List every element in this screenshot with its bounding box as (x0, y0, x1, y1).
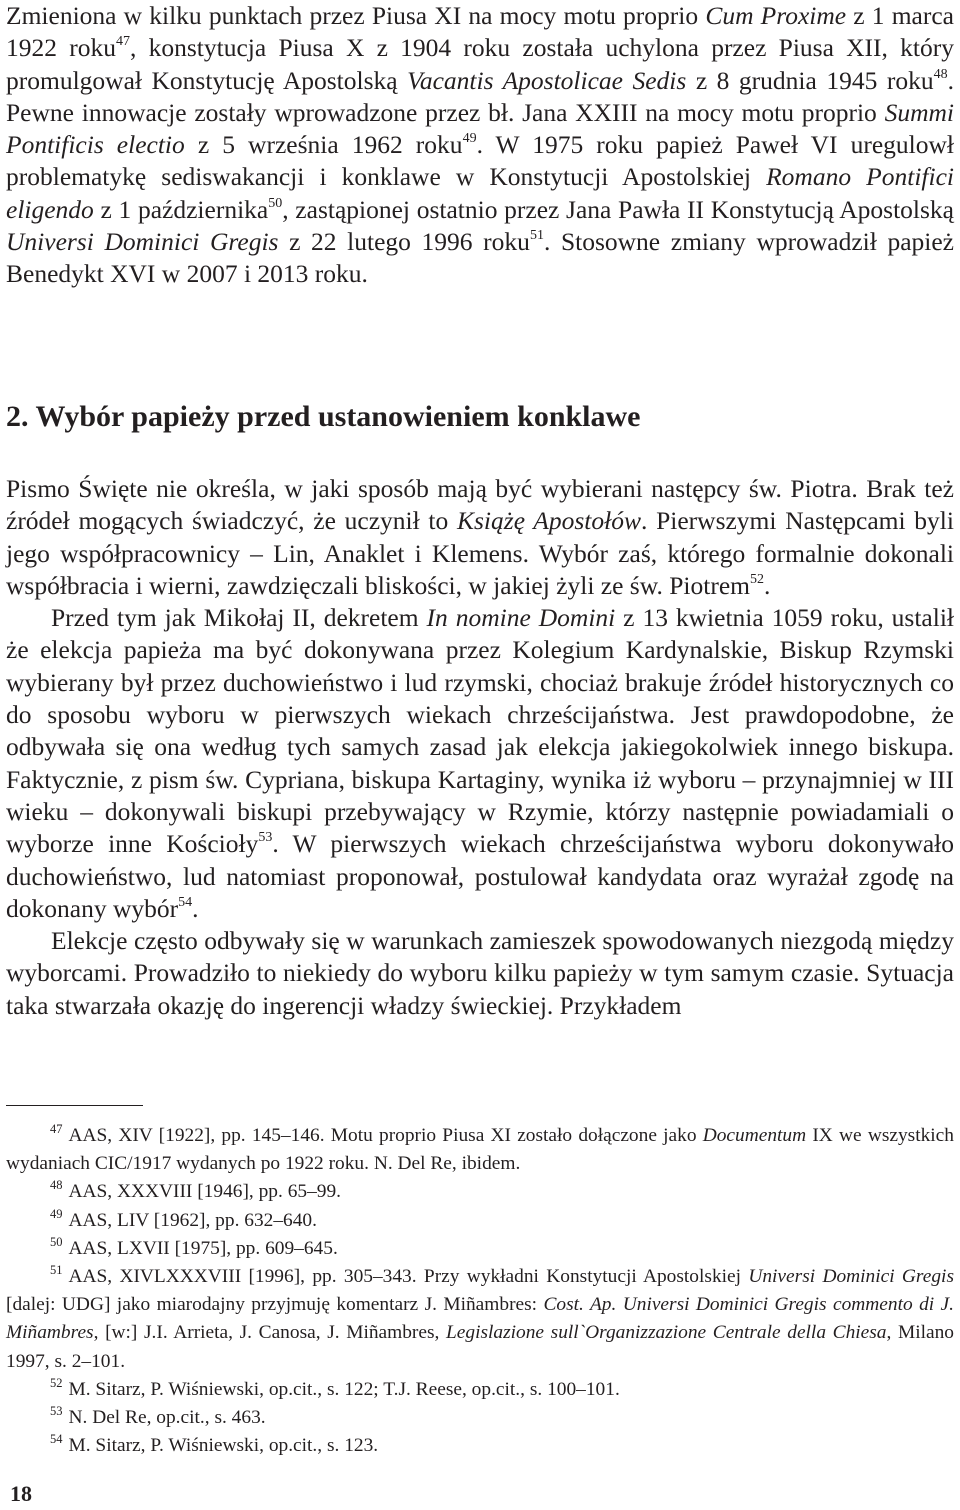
footnote: $^{48}$ AAS, XXXVIII [1946], pp. 65–99. (50, 1178, 342, 1203)
document-page (6, 0, 955, 1506)
footnote: $^{50}$ AAS, LXVII [1975], pp. 609–645. (50, 1234, 338, 1259)
footnote-ref: 47 (116, 34, 130, 50)
italic-title: In nomine Domini (426, 603, 616, 633)
section-body (6, 473, 954, 1022)
footnote-ref: 52 (749, 571, 764, 587)
footnote-ref: 50 (268, 195, 283, 211)
italic-title: Documentum (702, 1125, 807, 1146)
footnote-ref: 53 (258, 830, 273, 846)
italic-title: Vacantis Apostolicae Sedis (407, 65, 687, 95)
italic-title: Romano Pontifici eligendo (6, 162, 955, 224)
paragraph-history: Zmieniona w kilku punktach przez Piusa XI na mocy motu proprio Cum Proxime z 1 marca 1922 roku$^{47}$, konstytucja Piusa X z 1904 roku została uchylona przez Piusa XII, który promulgował Konstytucję Apostolską Vacantis Apostolicae Sedis z 8 grudnia 1945 roku$^{48}$. Pewne innowacje zostały wprowadzone przez bł. Jana XXIII na mocy motu proprio Summi Pontificis electio z 5 września 1962 roku$^{49}$. W 1975 roku papież Paweł VI uregulowł problematykę sediswakancji i konklawe w Konstytucji Apostolskiej Romano Pontifici eligendo z 1 października$^{50}$, zastąpionej ostatnio przez Jana Pawła II Konstytucją Apostolską Universi Dominici Gregis z 22 lutego 1996 roku$^{51}$. Stosowne zmiany wprowadził papież Benedykt XVI w 2007 i 2013 roku. (6, 1, 955, 289)
italic-title: Cum Proxime (705, 1, 847, 30)
footnote-number: 47 (50, 1122, 63, 1136)
italic-title: Summi Pontificis electio (6, 97, 954, 160)
footnote-number: 54 (50, 1432, 63, 1447)
footnote-ref: 51 (529, 228, 544, 244)
footnote-ref: 49 (462, 131, 477, 147)
italic-title: Książę Apostołów (457, 506, 641, 536)
footnote-number: 51 (50, 1263, 63, 1278)
footnote-number: 48 (50, 1178, 63, 1193)
footnote: $^{47}$ AAS, XIV [1922], pp. 145–146. Motu proprio Piusa XI zostało dołączone jako Documentum IX we wszystkich wydaniach CIC/1917 wydanych po 1922 roku. N. Del Re, ibidem. (6, 1122, 954, 1175)
paragraph-elections: Elekcje często odbywały się w warunkach zamieszek spowodowanych niezgodą między wyborcami. Prowadziło to niekiedy do wyboru kilku papieży w tym samym czasie. Sytuacja taka stwarzała okazję do ingerencji władzy świeckiej. Przykładem (6, 926, 954, 1020)
page-number: 18 (10, 1481, 32, 1506)
footnote: $^{54}$ M. Sitarz, P. Wiśniewski, op.cit., s. 123. (50, 1432, 379, 1457)
footnote: $^{51}$ AAS, XIVLXXXVIII [1996], pp. 305–343. Przy wykładni Konstytucji Apostolskiej Universi Dominici Gregis [dalej: UDG] jako miarodajny przyjmuję komentarz J. Miñambres: Cost. Ap. Universi Dominici Gregis commento di J. Miñambres, [w:] J.I. Arrieta, J. Canosa, J. Miñambres, Legislazione sull`Organizzazione Centrale della Chiesa, Milano 1997, s. 2–101. (6, 1263, 955, 1372)
italic-title: Legislazione sull`Organizzazione Centrale della Chiesa (446, 1322, 887, 1344)
footnote-number: 53 (50, 1404, 63, 1419)
footnote-number: 50 (50, 1234, 63, 1249)
footnote: $^{52}$ M. Sitarz, P. Wiśniewski, op.cit., s. 122; T.J. Reese, op.cit., s. 100–101. (50, 1375, 620, 1400)
paragraph-nicholas: Przed tym jak Mikołaj II, dekretem In nomine Domini z 13 kwietnia 1059 roku, ustalił że elekcja papieża ma być dokonywana przez Kolegium Kardynalskie, Biskup Rzymski wybierany był przez duchowieństwo i lud rzymski, chociaż brakuje źródeł historycznych co do sposobu wyboru w pierwszych wiekach chrześcijaństwa. Jest prawdopodobne, że odbywała się ona według tych samych zasad jak elekcja jakiegokolwiek innego biskupa. Faktycznie, z pism św. Cypriana, biskupa Kartaginy, wynika iż wyboru – przynajmniej w III wieku – dokonywali biskupi przebywający w Rzymie, którzy następnie powiadamiali o wyborze inne Kościoły$^{53}$. W pierwszych wiekach chrześcijaństwa wyboru dokonywało duchowieństwo, lud natomiast proponował, postulował kandydata oraz wyrażał zgodę na dokonany wybór$^{54}$. (6, 603, 954, 923)
italic-title: Universi Dominici Gregis (748, 1266, 954, 1288)
footnote: $^{53}$ N. Del Re, op.cit., s. 463. (50, 1404, 266, 1429)
footnote: $^{49}$ AAS, LIV [1962], pp. 632–640. (50, 1206, 317, 1231)
paragraph-scripture: Pismo Święte nie określa, w jaki sposób mają być wybierani następcy św. Piotra. Brak też źródeł mogących świadczyć, że uczynił to Książę Apostołów. Pierwszymi Następcami byli jego współpracownicy – Lin, Anaklet i Klemens. Wybór zaś, którego formalnie dokonali współbracia i wierni, zawdzięczali bliskości, w jakiej żyli ze św. Piotrem$^{52}$. (6, 474, 954, 600)
footnotes (6, 1122, 954, 1460)
section-heading: 2. Wybór papieży przed ustanowieniem konklawe (6, 400, 641, 433)
footnote-number: 49 (50, 1206, 63, 1221)
italic-title: Universi Dominici Gregis (6, 227, 279, 257)
footnote-number: 52 (50, 1375, 63, 1390)
footnote-separator (6, 1105, 143, 1106)
footnote-ref: 54 (178, 894, 193, 910)
footnote-ref: 48 (933, 66, 948, 82)
italic-title: Cost. Ap. Universi Dominici Gregis commento di J. Miñambres (6, 1294, 955, 1344)
